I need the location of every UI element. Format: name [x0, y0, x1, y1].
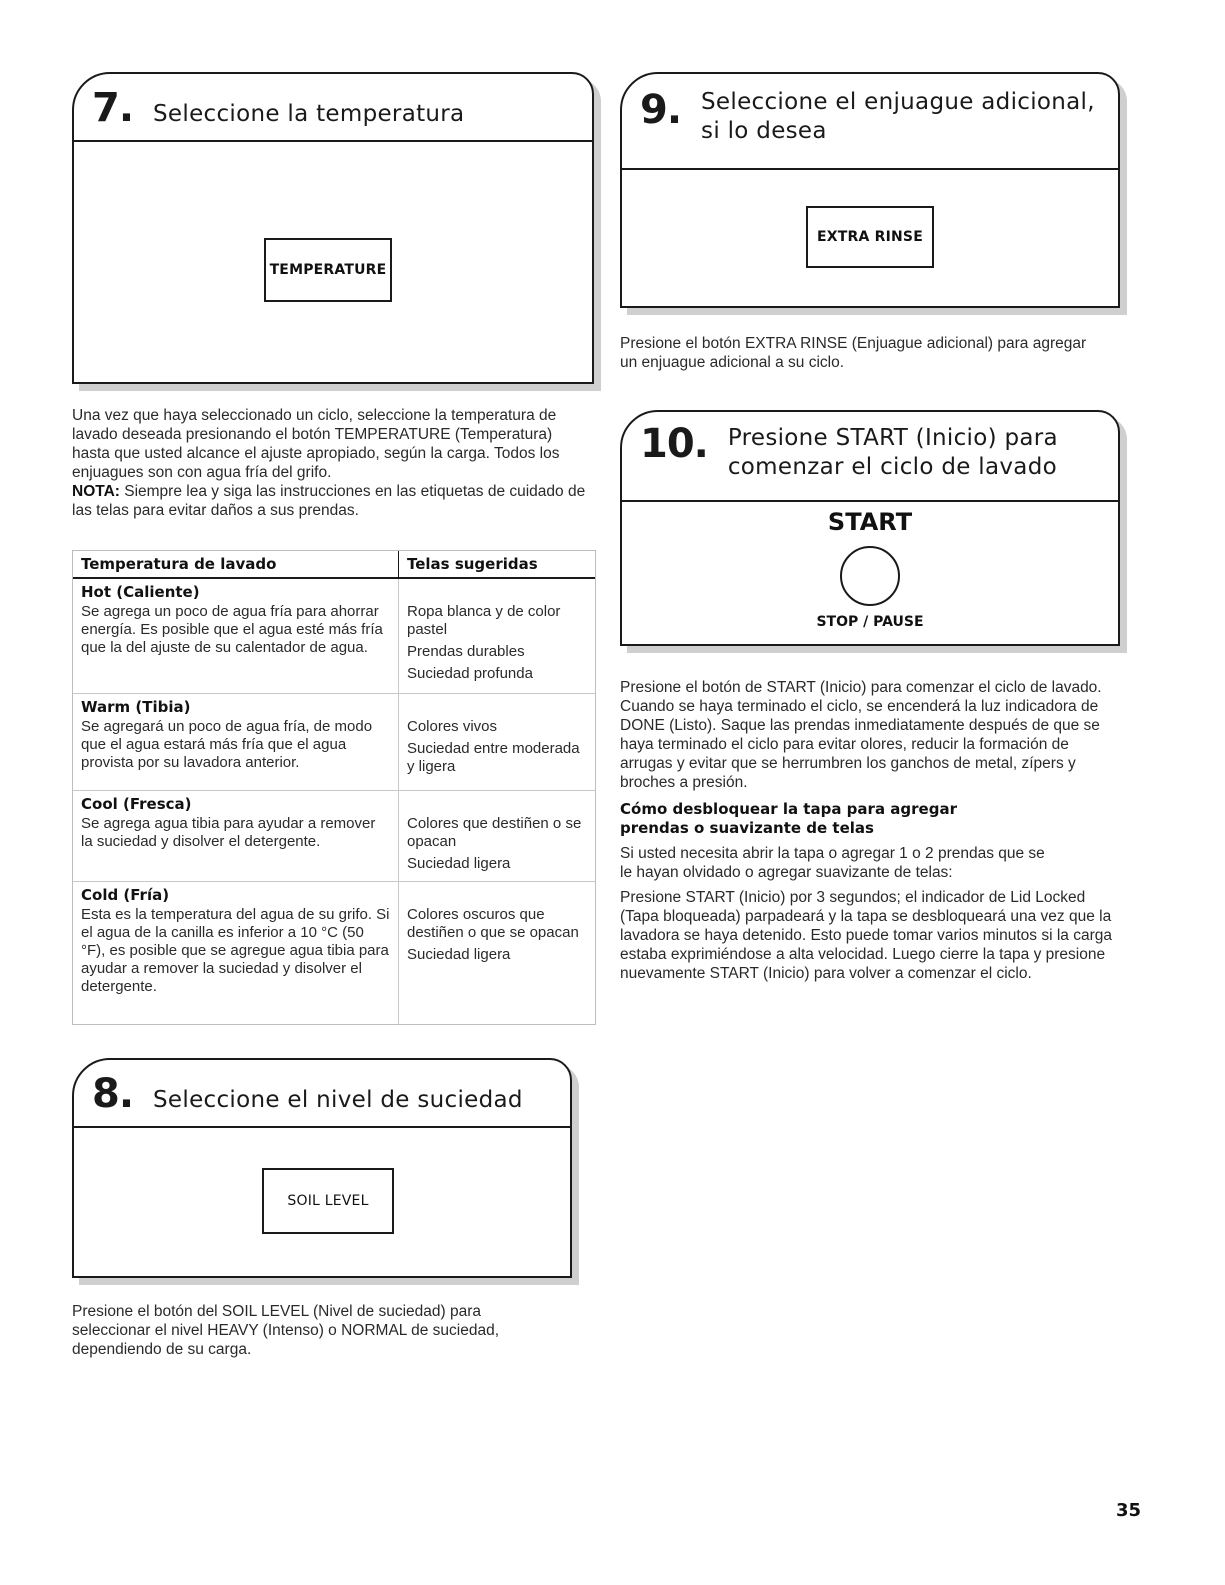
- fabric-list: [407, 718, 587, 776]
- page-number: 35: [1116, 1500, 1142, 1521]
- step10-section: [620, 410, 1120, 983]
- table-header-fabrics: Telas sugeridas: [398, 551, 595, 577]
- temperature-button[interactable]: TEMPERATURE: [264, 238, 392, 302]
- fabric-item: Suciedad entre moderada y ligera: [407, 740, 580, 775]
- step10-panel: [620, 410, 1120, 646]
- fabric-item: Colores que destiñen o se opacan: [407, 815, 582, 850]
- fabric-list: [407, 906, 587, 964]
- step8-title: Seleccione el nivel de suciedad: [153, 1087, 523, 1113]
- fabric-item: Ropa blanca y de color pastel: [407, 603, 561, 638]
- fabric-item: Suciedad ligera: [407, 855, 511, 872]
- step10-title-line2: comenzar el ciclo de lavado: [727, 453, 1057, 480]
- step7-number: 7.: [92, 85, 134, 131]
- fabric-item: Prendas durables: [407, 643, 525, 660]
- temp-desc: Se agrega un poco de agua fría para ahorrar energía. Es posible que el agua esté más fría que la del ajuste de su calentador de agua.: [81, 603, 383, 656]
- step10-title-line1: Presione START (Inicio) para: [727, 425, 1058, 451]
- table-header-temperature: Temperatura de lavado: [73, 551, 399, 577]
- table-cell-temperature: [73, 579, 399, 693]
- note-label: NOTA:: [72, 483, 120, 500]
- step10-header: [622, 412, 1118, 502]
- table-cell-fabrics: [399, 694, 595, 790]
- step8-panel: [72, 1058, 572, 1278]
- step7-body-text: Una vez que haya seleccionado un ciclo, seleccione la temperatura de lavado deseada presionando el botón TEMPERATURE (Temperatura) hasta que usted alcance el ajuste apropiado, según la carga. Todos los enjuagues son con agua fría del grifo.: [72, 407, 560, 481]
- unlock-intro: Si usted necesita abrir la tapa o agregar 1 o 2 prendas que se le hayan olvidado o agregar suavizante de telas:: [620, 845, 1045, 881]
- fabric-item: Colores vivos: [407, 718, 498, 735]
- step7-panel: [72, 72, 594, 384]
- step8-header: [74, 1060, 570, 1128]
- temp-name: Hot (Caliente): [81, 583, 200, 601]
- step7-note: [72, 482, 594, 520]
- temp-desc: Se agregará un poco de agua fría, de modo que el agua estará más fría que el agua provista por su lavadora anterior.: [81, 718, 373, 771]
- fabric-item: Colores oscuros que destiñen o que se opacan: [407, 906, 579, 941]
- step7-body: [72, 406, 594, 482]
- temp-desc: Esta es la temperatura del agua de su grifo. Si el agua de la canilla es inferior a 10 °C (50 °F), es posible que se agregue agua tibia para ayudar a remover la suciedad y disolver el detergente.: [81, 906, 390, 995]
- table-cell-fabrics: [399, 882, 595, 1024]
- temperature-table: [72, 550, 596, 1025]
- table-cell-fabrics: [399, 791, 595, 881]
- table-cell-fabrics: [399, 579, 595, 693]
- step9-header: [622, 74, 1118, 170]
- start-label: START: [827, 508, 913, 536]
- step9-number: 9.: [640, 87, 682, 133]
- step10-number: 10.: [640, 421, 708, 467]
- step8-number: 8.: [92, 1071, 134, 1117]
- step8-body: Presione el botón del SOIL LEVEL (Nivel de suciedad) para seleccionar el nivel HEAVY (Intenso) o NORMAL de suciedad, dependiendo de su carga.: [72, 1303, 500, 1358]
- step10-panel-body: [622, 502, 1118, 642]
- temp-name: Warm (Tibia): [81, 698, 191, 716]
- extra-rinse-button[interactable]: EXTRA RINSE: [806, 206, 934, 268]
- step9-title: [701, 88, 1095, 146]
- temp-desc: Se agrega agua tibia para ayudar a remover la suciedad y disolver el detergente.: [81, 815, 376, 850]
- step9-title-line1: Seleccione el enjuague adicional,: [701, 89, 1095, 115]
- step9-panel: [620, 72, 1120, 308]
- temp-name: Cool (Fresca): [81, 795, 192, 813]
- stop-pause-label: STOP / PAUSE: [816, 614, 924, 630]
- fabric-item: Suciedad ligera: [407, 946, 511, 963]
- fabric-list: [407, 603, 587, 683]
- table-cell-temperature: [73, 882, 399, 1024]
- soil-level-button[interactable]: SOIL LEVEL: [262, 1168, 394, 1234]
- step7-header: [74, 74, 592, 142]
- step10-body: Presione el botón de START (Inicio) para comenzar el ciclo de lavado. Cuando se haya terminado el ciclo, se encenderá la luz indicadora de DONE (Listo). Saque las prendas inmediatamente después de que se haya terminado el ciclo para evitar olores, reducir la formación de arrugas y evitar que se herrumbren los ganchos de metal, zípers y broches a presión.: [620, 679, 1102, 791]
- step9-title-line2: si lo desea: [701, 117, 827, 144]
- table-cell-temperature: [73, 694, 399, 790]
- table-header-row: [73, 551, 595, 579]
- unlock-instructions: Presione START (Inicio) por 3 segundos; el indicador de Lid Locked (Tapa bloqueada) parpadeará y la tapa se desbloqueará una vez que la lavadora se haya detenido. Esto puede tomar varios minutos si la carga estaba exprimiéndose a alta velocidad. Luego cierre la tapa y presione nuevamente START (Inicio) para volver a comenzar el ciclo.: [620, 889, 1112, 982]
- note-text: Siempre lea y siga las instrucciones en las etiquetas de cuidado de las telas para evitar daños a sus prendas.: [72, 483, 586, 519]
- unlock-heading: Cómo desbloquear la tapa para agregar prendas o suavizante de telas: [620, 800, 957, 837]
- step7-section: [72, 72, 594, 520]
- table-row: [73, 882, 595, 1024]
- step9-body: Presione el botón EXTRA RINSE (Enjuague adicional) para agregar un enjuague adicional a su ciclo.: [620, 335, 1087, 371]
- table-cell-temperature: [73, 791, 399, 881]
- temp-name: Cold (Fría): [81, 886, 170, 904]
- table-row: [73, 579, 595, 694]
- table-row: [73, 791, 595, 882]
- start-button-circle-icon[interactable]: [840, 546, 900, 606]
- fabric-item: Suciedad profunda: [407, 665, 533, 682]
- table-row: [73, 694, 595, 791]
- step7-title: Seleccione la temperatura: [153, 101, 465, 127]
- step8-section: [72, 1058, 572, 1359]
- step9-section: [620, 72, 1120, 372]
- step10-title: [728, 424, 1058, 482]
- fabric-list: [407, 815, 587, 873]
